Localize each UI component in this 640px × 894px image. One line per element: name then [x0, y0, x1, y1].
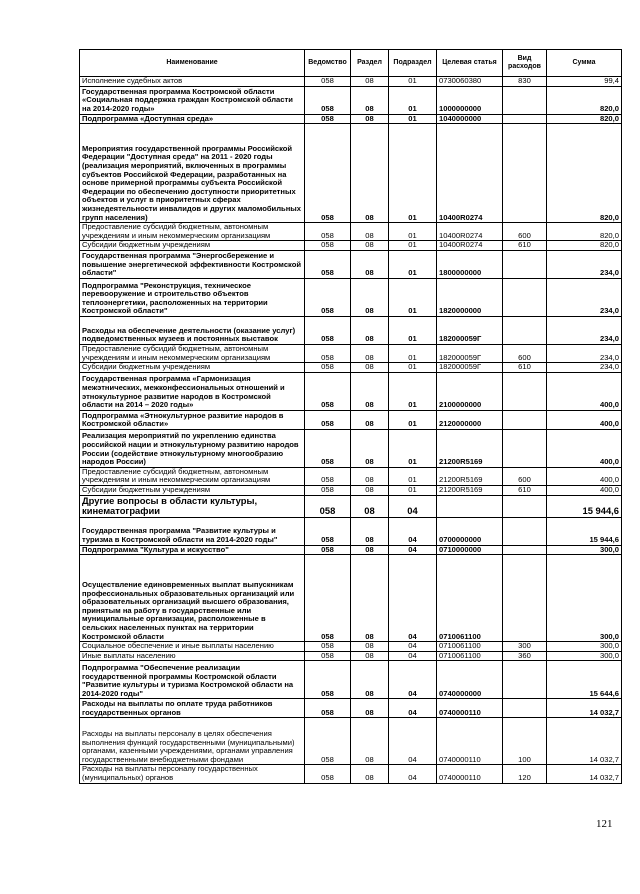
table-row	[80, 495, 622, 517]
header-expense-type: Вид расходов	[503, 50, 547, 77]
cell-expense-type	[503, 372, 547, 410]
cell-name: Расходы на обеспечение деятельности (оказание услуг) подведомственных музеев и постоянных выставок	[80, 316, 305, 344]
cell-target-article: 21200R5169	[437, 467, 503, 485]
cell-target-article: 0700000000	[437, 517, 503, 545]
cell-section: 08	[351, 545, 389, 555]
cell-section: 08	[351, 77, 389, 87]
cell-subsection: 01	[389, 86, 437, 114]
table-row	[80, 651, 622, 661]
cell-section: 08	[351, 372, 389, 410]
cell-amount: 400,0	[547, 485, 622, 495]
cell-expense-type: 120	[503, 765, 547, 783]
cell-amount: 14 032,7	[547, 699, 622, 718]
cell-section: 08	[351, 86, 389, 114]
cell-department: 058	[305, 555, 351, 642]
cell-target-article: 0710061100	[437, 642, 503, 652]
cell-name: Предоставление субсидий бюджетным, автономным учреждениям и иным некоммерческим организациям	[80, 467, 305, 485]
cell-expense-type	[503, 429, 547, 467]
cell-department: 058	[305, 250, 351, 278]
cell-subsection: 01	[389, 410, 437, 429]
cell-name: Подпрограмма «Доступная среда»	[80, 114, 305, 124]
cell-name: Осуществление единовременных выплат выпускникам профессиональных образовательных организаций или образовательных организаций высшего образования, принятым на работу в государственные или муниципальные организации, расположенные в сельских населенных пунктах на территории Костромской области	[80, 555, 305, 642]
cell-expense-type: 610	[503, 241, 547, 251]
header-amount: Сумма	[547, 50, 622, 77]
cell-expense-type	[503, 250, 547, 278]
cell-subsection: 04	[389, 765, 437, 783]
cell-target-article: 10400R0274	[437, 241, 503, 251]
cell-amount: 15 944,6	[547, 517, 622, 545]
cell-target-article	[437, 495, 503, 517]
cell-name: Подпрограмма "Культура и искусство"	[80, 545, 305, 555]
cell-amount: 14 032,7	[547, 765, 622, 783]
cell-subsection: 01	[389, 372, 437, 410]
cell-expense-type	[503, 517, 547, 545]
cell-department: 058	[305, 124, 351, 223]
cell-department: 058	[305, 699, 351, 718]
cell-subsection: 01	[389, 363, 437, 373]
cell-subsection: 04	[389, 699, 437, 718]
cell-subsection: 01	[389, 278, 437, 316]
cell-name: Субсидии бюджетным учреждениям	[80, 363, 305, 373]
cell-department: 058	[305, 77, 351, 87]
cell-name: Предоставление субсидий бюджетным, автономным учреждениям и иным некоммерческим организациям	[80, 344, 305, 362]
cell-target-article: 1000000000	[437, 86, 503, 114]
cell-name: Расходы на выплаты по оплате труда работников государственных органов	[80, 699, 305, 718]
cell-expense-type: 600	[503, 344, 547, 362]
cell-target-article: 21200R5169	[437, 429, 503, 467]
cell-target-article: 182000059Г	[437, 316, 503, 344]
cell-expense-type	[503, 124, 547, 223]
cell-section: 08	[351, 555, 389, 642]
cell-name: Предоставление субсидий бюджетным, автономным учреждениям и иным некоммерческим организациям	[80, 223, 305, 241]
cell-target-article: 10400R0274	[437, 223, 503, 241]
cell-amount: 400,0	[547, 372, 622, 410]
cell-amount: 234,0	[547, 316, 622, 344]
cell-department: 058	[305, 114, 351, 124]
cell-name: Подпрограмма "Обеспечение реализации государственной программы Костромской области "Развитие культуры и туризма Костромской области на 2014-2020 годы"	[80, 661, 305, 699]
cell-section: 08	[351, 485, 389, 495]
cell-name: Исполнение судебных актов	[80, 77, 305, 87]
cell-target-article: 10400R0274	[437, 124, 503, 223]
table-row	[80, 699, 622, 718]
table-row	[80, 86, 622, 114]
table-row	[80, 429, 622, 467]
table-row	[80, 114, 622, 124]
cell-target-article: 0710061100	[437, 555, 503, 642]
cell-amount: 400,0	[547, 429, 622, 467]
header-name: Наименование	[80, 50, 305, 77]
table-body	[80, 77, 622, 784]
cell-subsection: 01	[389, 429, 437, 467]
cell-amount: 234,0	[547, 278, 622, 316]
cell-subsection: 04	[389, 495, 437, 517]
cell-expense-type: 600	[503, 223, 547, 241]
cell-target-article: 0740000110	[437, 718, 503, 765]
table-row	[80, 410, 622, 429]
table-row	[80, 77, 622, 87]
table-row	[80, 241, 622, 251]
cell-amount: 15 644,6	[547, 661, 622, 699]
cell-target-article: 0710061100	[437, 651, 503, 661]
cell-target-article: 182000059Г	[437, 344, 503, 362]
table-row	[80, 250, 622, 278]
cell-amount: 300,0	[547, 642, 622, 652]
cell-section: 08	[351, 316, 389, 344]
cell-subsection: 01	[389, 241, 437, 251]
cell-name: Государственная программа "Энергосбережение и повышение энергетической эффективности Костромской области"	[80, 250, 305, 278]
cell-amount: 99,4	[547, 77, 622, 87]
cell-department: 058	[305, 485, 351, 495]
cell-subsection: 01	[389, 485, 437, 495]
cell-department: 058	[305, 410, 351, 429]
cell-section: 08	[351, 344, 389, 362]
cell-subsection: 01	[389, 124, 437, 223]
cell-section: 08	[351, 124, 389, 223]
table-row	[80, 316, 622, 344]
table-row	[80, 124, 622, 223]
cell-department: 058	[305, 718, 351, 765]
cell-target-article: 1800000000	[437, 250, 503, 278]
cell-name: Расходы на выплаты персоналу в целях обеспечения выполнения функций государственными (муниципальными) органами, казенными учреждениями, органами управления государственными внебюджетными фондами	[80, 718, 305, 765]
table-row	[80, 372, 622, 410]
cell-section: 08	[351, 241, 389, 251]
cell-expense-type: 100	[503, 718, 547, 765]
cell-name: Государственная программа Костромской области «Социальная поддержка граждан Костромской области на 2014-2020 годы»	[80, 86, 305, 114]
cell-expense-type: 830	[503, 77, 547, 87]
cell-department: 058	[305, 467, 351, 485]
cell-expense-type	[503, 410, 547, 429]
cell-name: Государственная программа «Гармонизация межэтнических, межконфессиональных отношений и этнокультурное развитие народов в Костромской области на 2014 – 2020 годы»	[80, 372, 305, 410]
cell-subsection: 01	[389, 344, 437, 362]
cell-section: 08	[351, 250, 389, 278]
cell-department: 058	[305, 661, 351, 699]
cell-section: 08	[351, 642, 389, 652]
cell-amount: 300,0	[547, 555, 622, 642]
table-row	[80, 278, 622, 316]
cell-department: 058	[305, 651, 351, 661]
cell-section: 08	[351, 517, 389, 545]
cell-subsection: 04	[389, 545, 437, 555]
cell-name: Реализация мероприятий по укреплению единства российской нации и этнокультурному развитию народов России (содействие этнокультурному многообразию народов России)	[80, 429, 305, 467]
cell-name: Субсидии бюджетным учреждениям	[80, 241, 305, 251]
cell-section: 08	[351, 661, 389, 699]
table-row	[80, 223, 622, 241]
cell-expense-type	[503, 699, 547, 718]
cell-amount: 820,0	[547, 241, 622, 251]
cell-section: 08	[351, 699, 389, 718]
table-row	[80, 363, 622, 373]
cell-amount: 300,0	[547, 545, 622, 555]
cell-subsection: 04	[389, 555, 437, 642]
table-row	[80, 517, 622, 545]
cell-name: Государственная программа "Развитие культуры и туризма в Костромской области на 2014-2020 годы"	[80, 517, 305, 545]
cell-subsection: 01	[389, 77, 437, 87]
cell-name: Подпрограмма «Этнокультурное развитие народов в Костромской области»	[80, 410, 305, 429]
cell-section: 08	[351, 651, 389, 661]
cell-amount: 15 944,6	[547, 495, 622, 517]
table-row	[80, 344, 622, 362]
cell-department: 058	[305, 344, 351, 362]
cell-section: 08	[351, 495, 389, 517]
budget-table	[79, 49, 622, 784]
cell-target-article: 0740000110	[437, 765, 503, 783]
cell-amount: 300,0	[547, 651, 622, 661]
cell-amount: 400,0	[547, 467, 622, 485]
cell-amount: 820,0	[547, 124, 622, 223]
cell-department: 058	[305, 495, 351, 517]
cell-section: 08	[351, 410, 389, 429]
cell-name: Другие вопросы в области культуры, кинематографии	[80, 495, 305, 517]
cell-expense-type	[503, 545, 547, 555]
table-row	[80, 661, 622, 699]
cell-amount: 820,0	[547, 223, 622, 241]
table-row	[80, 765, 622, 783]
table-row	[80, 555, 622, 642]
page-number: 121	[596, 818, 613, 830]
cell-name: Подпрограмма "Реконструкция, техническое перевооружение и строительство объектов теплоэнергетики, расположенных на территории Костромской области"	[80, 278, 305, 316]
cell-name: Расходы на выплаты персоналу государственных (муниципальных) органов	[80, 765, 305, 783]
cell-section: 08	[351, 765, 389, 783]
header-target-article: Целевая статья	[437, 50, 503, 77]
budget-table-sheet	[79, 49, 621, 784]
cell-target-article: 0730060380	[437, 77, 503, 87]
cell-name: Мероприятия государственной программы Российской Федерации "Доступная среда" на 2011 - 2020 годы (реализация мероприятий, включенных в программы субъектов Российской Федерации, разработанных на основе примерной программы субъекта Российской Федерации по обеспечению доступности приоритетных объектов и услуг в приоритетных сферах жизнедеятельности инвалидов и других маломобильных групп населения)	[80, 124, 305, 223]
cell-target-article: 2100000000	[437, 372, 503, 410]
cell-target-article: 0740000000	[437, 661, 503, 699]
table-row	[80, 467, 622, 485]
cell-department: 058	[305, 517, 351, 545]
cell-subsection: 04	[389, 651, 437, 661]
cell-section: 08	[351, 114, 389, 124]
cell-section: 08	[351, 223, 389, 241]
table-row	[80, 642, 622, 652]
cell-expense-type: 600	[503, 467, 547, 485]
cell-subsection: 04	[389, 517, 437, 545]
cell-subsection: 04	[389, 642, 437, 652]
cell-department: 058	[305, 363, 351, 373]
cell-department: 058	[305, 316, 351, 344]
cell-amount: 234,0	[547, 344, 622, 362]
cell-expense-type: 610	[503, 485, 547, 495]
cell-department: 058	[305, 223, 351, 241]
cell-target-article: 1040000000	[437, 114, 503, 124]
cell-target-article: 2120000000	[437, 410, 503, 429]
cell-department: 058	[305, 278, 351, 316]
cell-section: 08	[351, 363, 389, 373]
table-header-row	[80, 50, 622, 77]
cell-section: 08	[351, 278, 389, 316]
cell-expense-type	[503, 114, 547, 124]
table-row	[80, 718, 622, 765]
cell-expense-type: 610	[503, 363, 547, 373]
cell-expense-type	[503, 555, 547, 642]
cell-subsection: 04	[389, 718, 437, 765]
cell-subsection: 01	[389, 223, 437, 241]
cell-section: 08	[351, 467, 389, 485]
cell-expense-type	[503, 661, 547, 699]
cell-subsection: 01	[389, 250, 437, 278]
cell-name: Субсидии бюджетным учреждениям	[80, 485, 305, 495]
cell-subsection: 01	[389, 316, 437, 344]
header-department: Ведомство	[305, 50, 351, 77]
cell-expense-type	[503, 316, 547, 344]
cell-expense-type: 360	[503, 651, 547, 661]
cell-department: 058	[305, 765, 351, 783]
cell-section: 08	[351, 429, 389, 467]
cell-subsection: 01	[389, 467, 437, 485]
cell-amount: 14 032,7	[547, 718, 622, 765]
cell-amount: 400,0	[547, 410, 622, 429]
cell-target-article: 0740000110	[437, 699, 503, 718]
cell-name: Социальное обеспечение и иные выплаты населению	[80, 642, 305, 652]
header-section: Раздел	[351, 50, 389, 77]
table-row	[80, 545, 622, 555]
header-subsection: Подраздел	[389, 50, 437, 77]
cell-department: 058	[305, 642, 351, 652]
cell-target-article: 1820000000	[437, 278, 503, 316]
cell-section: 08	[351, 718, 389, 765]
cell-amount: 234,0	[547, 363, 622, 373]
cell-department: 058	[305, 545, 351, 555]
cell-department: 058	[305, 372, 351, 410]
cell-target-article: 21200R5169	[437, 485, 503, 495]
cell-subsection: 04	[389, 661, 437, 699]
table-row	[80, 485, 622, 495]
cell-target-article: 182000059Г	[437, 363, 503, 373]
cell-expense-type	[503, 495, 547, 517]
cell-amount: 820,0	[547, 86, 622, 114]
cell-target-article: 0710000000	[437, 545, 503, 555]
cell-name: Иные выплаты населению	[80, 651, 305, 661]
cell-amount: 820,0	[547, 114, 622, 124]
cell-department: 058	[305, 86, 351, 114]
cell-expense-type	[503, 86, 547, 114]
cell-department: 058	[305, 241, 351, 251]
cell-subsection: 01	[389, 114, 437, 124]
cell-department: 058	[305, 429, 351, 467]
cell-expense-type: 300	[503, 642, 547, 652]
cell-expense-type	[503, 278, 547, 316]
cell-amount: 234,0	[547, 250, 622, 278]
